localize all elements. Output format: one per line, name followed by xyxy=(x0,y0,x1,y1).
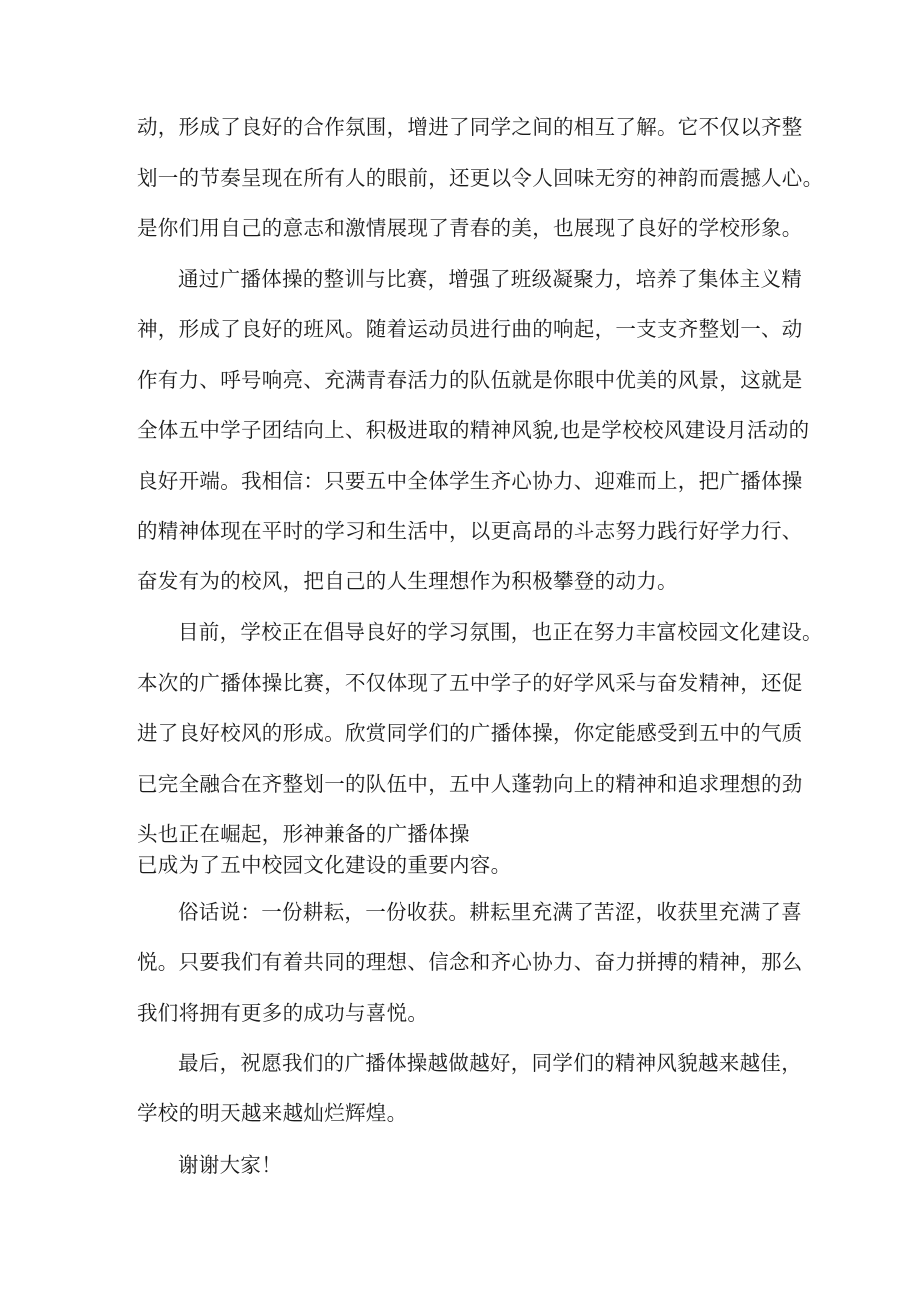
text-line: 神，形成了良好的班风。随着运动员进行曲的响起，一支支齐整划一、动 xyxy=(137,317,803,341)
text-line: 奋发有为的校风，把自己的人生理想作为积极攀登的动力。 xyxy=(137,569,678,593)
text-line: 头也正在崛起，形神兼备的广播体操 xyxy=(137,822,470,846)
text-line: 动，形成了良好的合作氛围，增进了同学之间的相互了解。它不仅以齐整 xyxy=(137,115,803,139)
text-line: 悦。只要我们有着共同的理想、信念和齐心协力、奋力拼搏的精神，那么 xyxy=(137,950,803,974)
text-line: 本次的广播体操比赛，不仅体现了五中学子的好学风采与奋发精神，还促 xyxy=(137,671,803,695)
closing-line: 谢谢大家！ xyxy=(178,1153,282,1177)
paragraph-start-line: 目前，学校正在倡导良好的学习氛围，也正在努力丰富校园文化建设。 xyxy=(178,620,823,644)
text-line: 的精神体现在平时的学习和生活中，以更高昂的斗志努力践行好学力行、 xyxy=(137,519,803,543)
paragraph-start-line: 俗话说：一份耕耘，一份收获。耕耘里充满了苦涩，收获里充满了喜 xyxy=(178,900,802,924)
paragraph-start-line: 通过广播体操的整训与比赛，增强了班级凝聚力，培养了集体主义精 xyxy=(178,267,802,291)
text-line: 已完全融合在齐整划一的队伍中，五中人蓬勃向上的精神和追求理想的劲 xyxy=(137,772,803,796)
text-line: 良好开端。我相信：只要五中全体学生齐心协力、迎难而上，把广播体操 xyxy=(137,469,803,493)
text-line: 进了良好校风的形成。欣赏同学们的广播体操，你定能感受到五中的气质 xyxy=(137,721,803,745)
text-line: 是你们用自己的意志和激情展现了青春的美，也展现了良好的学校形象。 xyxy=(137,216,803,240)
text-line: 学校的明天越来越灿烂辉煌。 xyxy=(137,1101,408,1125)
text-line: 划一的节奏呈现在所有人的眼前，还更以令人回味无穷的神韵而震撼人心。 xyxy=(137,166,824,190)
text-line: 已成为了五中校园文化建设的重要内容。 xyxy=(137,853,512,877)
text-line: 作有力、呼号响亮、充满青春活力的队伍就是你眼中优美的风景，这就是 xyxy=(137,368,803,392)
text-line: 全体五中学子团结向上、积极进取的精神风貌,也是学校校风建设月活动的 xyxy=(137,418,810,442)
text-line: 我们将拥有更多的成功与喜悦。 xyxy=(137,1001,429,1025)
paragraph-start-line: 最后，祝愿我们的广播体操越做越好，同学们的精神风貌越来越佳， xyxy=(178,1051,802,1075)
